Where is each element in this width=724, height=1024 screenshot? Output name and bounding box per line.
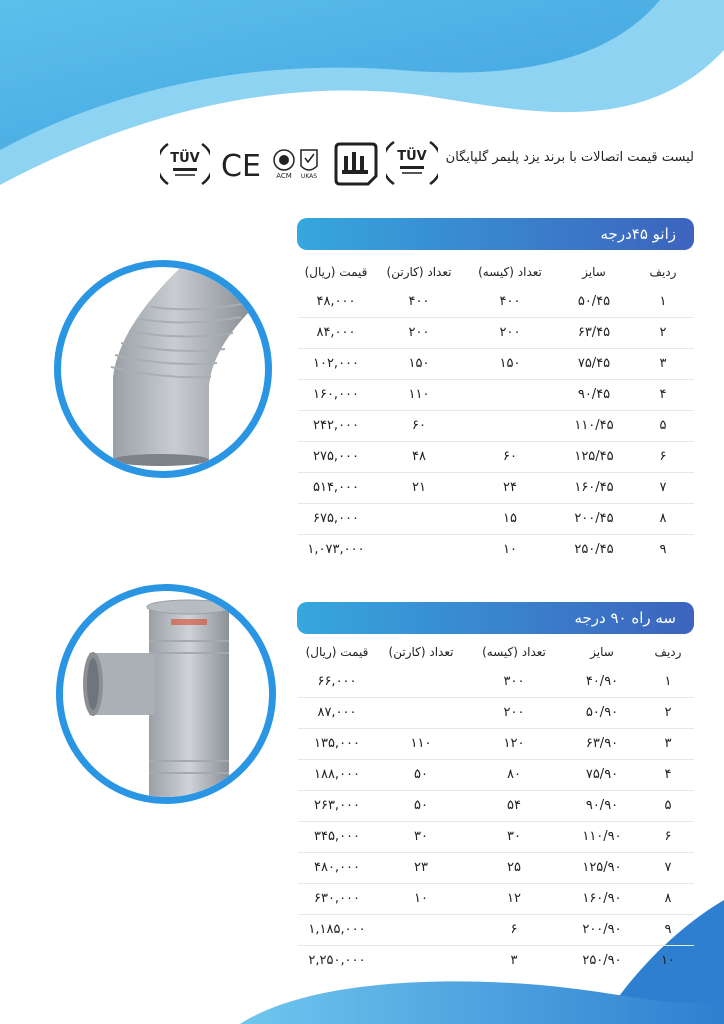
- cell-price: ۸۷,۰۰۰: [298, 697, 376, 728]
- cell-bag-qty: [464, 410, 556, 441]
- col-header-size: سایز: [590, 645, 614, 659]
- cell-bag-qty: ۱۰: [503, 542, 517, 558]
- cell-price: ۲۶۳,۰۰۰: [298, 790, 376, 821]
- cell-size: ۴۰/۹۰: [562, 666, 642, 697]
- tuv-logo-right: [386, 136, 438, 190]
- cell-price: ۳۴۵,۰۰۰: [298, 821, 376, 852]
- section-title: زانو ۴۵درجه: [600, 225, 676, 243]
- cell-carton-qty: ۲۱: [374, 472, 464, 503]
- cell-row-number: ۱: [632, 286, 694, 317]
- table-row: [298, 666, 694, 697]
- cell-carton-qty: [374, 503, 464, 534]
- cell-price: ۱,۰۷۳,۰۰۰: [307, 542, 365, 558]
- cell-carton-qty: [376, 697, 466, 728]
- cell-carton-qty: ۶۰: [374, 410, 464, 441]
- elbow-45-pipe-icon: [61, 267, 265, 471]
- cell-row-number: ۳: [632, 348, 694, 379]
- col-header-price: قیمت (ریال): [304, 265, 368, 279]
- cell-row-number: ۲: [632, 317, 694, 348]
- cell-bag-qty: ۳۰۰: [466, 666, 562, 697]
- table-row: [298, 348, 694, 379]
- table-row: [298, 441, 694, 472]
- section-header-elbow-45: [297, 218, 694, 250]
- cell-price: ۶۳۰,۰۰۰: [298, 883, 376, 914]
- cell-row-number: ۶: [632, 441, 694, 472]
- table-row: [298, 317, 694, 348]
- table-row: [298, 852, 694, 883]
- cell-price: ۴۸۰,۰۰۰: [298, 852, 376, 883]
- cell-price: ۴۸,۰۰۰: [298, 286, 374, 317]
- cell-bag-qty: ۶۰: [464, 441, 556, 472]
- cell-bag-qty: ۲۰۰: [466, 697, 562, 728]
- cell-bag-qty: ۳۰: [466, 821, 562, 852]
- table-header-row: [298, 638, 694, 666]
- cell-price: ۶۷۵,۰۰۰: [298, 503, 374, 534]
- col-header-row-number: ردیف: [649, 265, 677, 279]
- cell-row-number: ۱۰: [661, 953, 675, 969]
- cell-price: ۸۴,۰۰۰: [298, 317, 374, 348]
- standard-mark-logo: [330, 140, 382, 188]
- cell-size: ۷۵/۹۰: [562, 759, 642, 790]
- cell-size: ۱۱۰/۴۵: [556, 410, 632, 441]
- tee-90-pipe-icon: [63, 591, 269, 797]
- svg-text:UKAS: UKAS: [300, 173, 318, 180]
- cell-carton-qty: [376, 945, 466, 976]
- cell-bag-qty: ۳: [510, 953, 518, 969]
- price-table-elbow-45: [298, 258, 694, 565]
- cell-price: ۱۶۰,۰۰۰: [298, 379, 374, 410]
- cell-price: ۲۴۲,۰۰۰: [298, 410, 374, 441]
- cell-price: ۱۳۵,۰۰۰: [298, 728, 376, 759]
- cell-carton-qty: [374, 534, 464, 565]
- table-row: [298, 286, 694, 317]
- cell-carton-qty: ۵۰: [376, 790, 466, 821]
- cell-carton-qty: ۴۰۰: [374, 286, 464, 317]
- tuv-logo-left: [160, 138, 210, 190]
- table-row: [298, 728, 694, 759]
- acm-ukas-logo: [272, 144, 322, 186]
- cell-price: ۱,۱۸۵,۰۰۰: [298, 914, 376, 945]
- cell-row-number: ۳: [642, 728, 694, 759]
- table-header-row: [298, 258, 694, 286]
- price-table-tee-90: [298, 638, 694, 976]
- cell-row-number: ۴: [632, 379, 694, 410]
- table-row: [298, 534, 694, 565]
- cell-size: ۲۵۰/۹۰: [582, 953, 622, 969]
- cell-price: ۱۰۲,۰۰۰: [298, 348, 374, 379]
- cell-size: ۱۲۵/۹۰: [562, 852, 642, 883]
- cell-size: ۱۲۵/۴۵: [556, 441, 632, 472]
- cell-row-number: ۸: [642, 883, 694, 914]
- cell-carton-qty: ۲۳: [376, 852, 466, 883]
- cell-row-number: ۸: [632, 503, 694, 534]
- cell-bag-qty: ۸۰: [466, 759, 562, 790]
- elbow-45-photo: [54, 260, 272, 478]
- svg-text:TÜV: TÜV: [170, 151, 200, 166]
- cell-price: ۵۱۴,۰۰۰: [298, 472, 374, 503]
- table-row: [298, 472, 694, 503]
- table-row: [298, 914, 694, 945]
- cell-size: ۹۰/۹۰: [562, 790, 642, 821]
- cell-bag-qty: ۲۵: [466, 852, 562, 883]
- cell-carton-qty: ۱۱۰: [376, 728, 466, 759]
- cell-price: ۲۷۵,۰۰۰: [298, 441, 374, 472]
- col-header-carton-qty: تعداد (کارتن): [386, 265, 452, 279]
- cell-bag-qty: ۱۲: [466, 883, 562, 914]
- cell-row-number: ۵: [642, 790, 694, 821]
- cell-price: ۲,۲۵۰,۰۰۰: [308, 953, 366, 969]
- table-row: [298, 759, 694, 790]
- cell-price: ۱۸۸,۰۰۰: [298, 759, 376, 790]
- cell-carton-qty: ۵۰: [376, 759, 466, 790]
- cell-carton-qty: ۱۵۰: [374, 348, 464, 379]
- col-header-bag-qty: تعداد (کیسه): [482, 645, 546, 659]
- cell-row-number: ۱: [642, 666, 694, 697]
- col-header-row-number: ردیف: [654, 645, 682, 659]
- col-header-carton-qty: تعداد (کارتن): [388, 645, 454, 659]
- section-header-tee-90: [297, 602, 694, 634]
- cell-size: ۵۰/۹۰: [562, 697, 642, 728]
- table-row: [298, 790, 694, 821]
- page-title: لیست قیمت اتصالات با برند یزد پلیمر گلپایگان: [445, 150, 694, 165]
- cell-size: ۱۶۰/۹۰: [562, 883, 642, 914]
- cell-row-number: ۴: [642, 759, 694, 790]
- cell-carton-qty: [376, 666, 466, 697]
- table-row: [298, 821, 694, 852]
- col-header-size: سایز: [582, 265, 606, 279]
- table-row: [298, 503, 694, 534]
- tee-90-photo: [56, 584, 276, 804]
- ce-mark: [218, 148, 264, 182]
- cell-row-number: ۶: [642, 821, 694, 852]
- col-header-bag-qty: تعداد (کیسه): [478, 265, 542, 279]
- cell-bag-qty: ۲۴: [464, 472, 556, 503]
- cell-bag-qty: ۲۰۰: [464, 317, 556, 348]
- cell-carton-qty: ۴۸: [374, 441, 464, 472]
- cell-bag-qty: ۶: [466, 914, 562, 945]
- cell-size: ۹۰/۴۵: [556, 379, 632, 410]
- cell-size: ۱۱۰/۹۰: [562, 821, 642, 852]
- cell-bag-qty: ۱۵: [464, 503, 556, 534]
- cell-bag-qty: ۱۲۰: [466, 728, 562, 759]
- table-row: [298, 379, 694, 410]
- cell-carton-qty: ۱۰: [376, 883, 466, 914]
- cell-carton-qty: ۲۰۰: [374, 317, 464, 348]
- cell-size: ۶۳/۴۵: [556, 317, 632, 348]
- cell-carton-qty: ۱۱۰: [374, 379, 464, 410]
- cell-price: ۶۶,۰۰۰: [298, 666, 376, 697]
- cell-carton-qty: ۳۰: [376, 821, 466, 852]
- table-row: [298, 410, 694, 441]
- certification-logos: [160, 136, 440, 192]
- cell-size: ۲۰۰/۹۰: [562, 914, 642, 945]
- cell-bag-qty: ۱۵۰: [464, 348, 556, 379]
- svg-text:TÜV: TÜV: [397, 149, 427, 164]
- cell-size: ۲۵۰/۴۵: [574, 542, 614, 558]
- cell-row-number: ۲: [642, 697, 694, 728]
- cell-row-number: ۷: [632, 472, 694, 503]
- table-row: [298, 883, 694, 914]
- cell-size: ۶۳/۹۰: [562, 728, 642, 759]
- section-title: سه راه ۹۰ درجه: [574, 609, 676, 627]
- col-header-price: قیمت (ریال): [305, 645, 369, 659]
- cell-size: ۲۰۰/۴۵: [556, 503, 632, 534]
- cell-row-number: ۹: [659, 542, 667, 558]
- cell-row-number: ۹: [642, 914, 694, 945]
- cell-row-number: ۷: [642, 852, 694, 883]
- table-row: [298, 697, 694, 728]
- cell-bag-qty: [464, 379, 556, 410]
- cell-size: ۷۵/۴۵: [556, 348, 632, 379]
- cell-size: ۱۶۰/۴۵: [556, 472, 632, 503]
- table-row: [298, 945, 694, 976]
- cell-size: ۵۰/۴۵: [556, 286, 632, 317]
- svg-text:CE: CE: [221, 149, 261, 182]
- cell-carton-qty: [376, 914, 466, 945]
- cell-bag-qty: ۵۴: [466, 790, 562, 821]
- cell-row-number: ۵: [632, 410, 694, 441]
- svg-text:ACM: ACM: [276, 172, 292, 180]
- cell-bag-qty: ۴۰۰: [464, 286, 556, 317]
